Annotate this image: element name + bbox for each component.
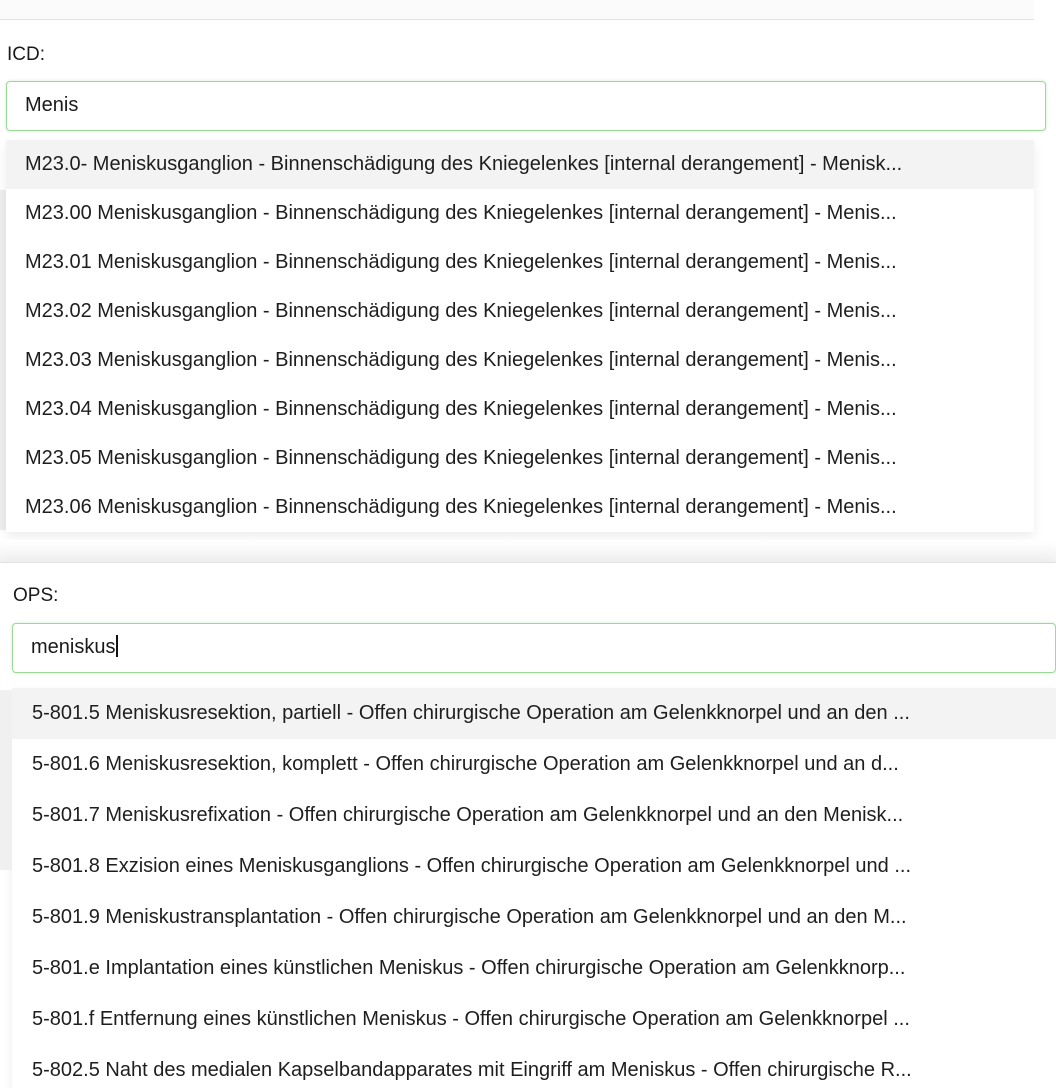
ops-option[interactable]: 5-801.e Implantation eines künstlichen Meniskus - Offen chirurgische Operation am Gelenkknorp... (32, 957, 906, 979)
ops-panel (0, 562, 1056, 1088)
icd-option[interactable]: M23.02 Meniskusganglion - Binnenschädigung des Kniegelenkes [internal derangement] - Menis... (25, 300, 897, 322)
ops-search-input[interactable] (12, 623, 1056, 673)
icd-option[interactable]: M23.01 Meniskusganglion - Binnenschädigung des Kniegelenkes [internal derangement] - Menis... (25, 251, 897, 273)
icd-option[interactable]: M23.05 Meniskusganglion - Binnenschädigung des Kniegelenkes [internal derangement] - Menis... (25, 447, 897, 469)
icd-option[interactable]: M23.0- Meniskusganglion - Binnenschädigung des Kniegelenkes [internal derangement] - Menisk... (6, 140, 1034, 189)
icd-label: ICD: (7, 44, 45, 65)
ops-option[interactable]: 5-801.f Entfernung eines künstlichen Meniskus - Offen chirurgische Operation am Gelenkknorpel ... (32, 1008, 910, 1030)
section-divider (0, 540, 1056, 562)
ops-option[interactable]: 5-801.5 Meniskusresektion, partiell - Offen chirurgische Operation am Gelenkknorpel und an den ... (12, 688, 1056, 739)
icd-option[interactable]: M23.06 Meniskusganglion - Binnenschädigung des Kniegelenkes [internal derangement] - Menis... (25, 496, 897, 518)
ops-option[interactable]: 5-802.5 Naht des medialen Kapselbandapparates mit Eingriff am Meniskus - Offen chirurgische R... (32, 1059, 912, 1081)
background-edge (0, 690, 12, 870)
icd-option[interactable]: M23.04 Meniskusganglion - Binnenschädigung des Kniegelenkes [internal derangement] - Menis... (25, 398, 897, 420)
ops-option[interactable]: 5-801.8 Exzision eines Meniskusganglions - Offen chirurgische Operation am Gelenkknorpel und ... (32, 855, 911, 877)
ops-dropdown (12, 688, 1056, 1088)
icd-search-value: Menis (25, 94, 79, 116)
text-caret (116, 635, 118, 657)
icd-option[interactable]: M23.03 Meniskusganglion - Binnenschädigung des Kniegelenkes [internal derangement] - Menis... (25, 349, 897, 371)
ops-option[interactable]: 5-801.7 Meniskusrefixation - Offen chirurgische Operation am Gelenkknorpel und an den Menisk... (32, 804, 904, 826)
ops-option[interactable]: 5-801.6 Meniskusresektion, komplett - Offen chirurgische Operation am Gelenkknorpel und an d... (32, 753, 899, 775)
ops-option[interactable]: 5-801.9 Meniskustransplantation - Offen chirurgische Operation am Gelenkknorpel und an den M... (32, 906, 907, 928)
icd-search-input[interactable] (6, 81, 1046, 131)
icd-option[interactable]: M23.00 Meniskusganglion - Binnenschädigung des Kniegelenkes [internal derangement] - Menis... (25, 202, 897, 224)
icd-dropdown (6, 140, 1034, 532)
ops-label: OPS: (13, 585, 59, 606)
ops-search-value: meniskus (31, 636, 116, 658)
